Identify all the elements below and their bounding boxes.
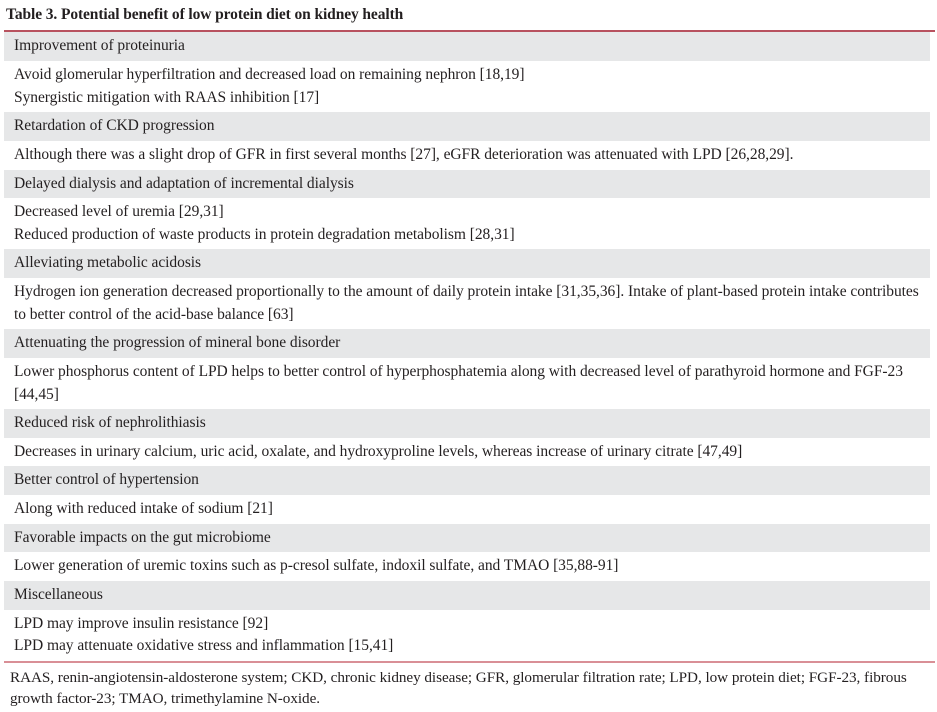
content-line: Reduced production of waste products in protein degradation metabolism [28,31] [14,225,515,243]
content-line: Hydrogen ion generation decreased proportionally to the amount of daily protein intake [31,35,36]. Intake of plant-based protein intake contributes to better control of the acid-base balance [63] [14,283,919,323]
section-header-text: Favorable impacts on the gut microbiome [14,528,271,546]
table-content-row [4,141,930,170]
content-line: Decreased level of uremia [29,31] [14,203,224,221]
section-header-text: Attenuating the progression of mineral bone disorder [14,334,341,352]
table-content-row [4,198,930,249]
table-content-row [4,61,930,112]
table-section-header-row [4,466,930,495]
content-line: LPD may improve insulin resistance [92] [14,614,269,632]
content-line: Along with reduced intake of sodium [21] [14,500,273,517]
table-section-header-row [4,409,930,438]
table-body [0,32,937,660]
table-section-header-row [4,524,930,553]
table-content-row [4,278,930,329]
table-footnote: RAAS, renin-angiotensin-aldosterone system; CKD, chronic kidney disease; GFR, glomerular filtration rate; LPD, low protein diet; FGF-23, fibrous growth factor-23; TMAO, trimethylamine N-oxide. [10,668,907,708]
table-content-row [4,438,930,467]
table-section-header-row [4,329,930,358]
table-content-row [4,358,930,409]
content-line: LPD may attenuate oxidative stress and inflammation [15,41] [14,637,394,655]
section-header-text: Retardation of CKD progression [14,117,215,135]
table-section-header-row [4,581,930,610]
table-section-header-row [4,112,930,141]
content-line: Decreases in urinary calcium, uric acid, oxalate, and hydroxyproline levels, whereas increase of urinary citrate [47,49] [14,442,743,460]
table-section-header-row [4,170,930,199]
content-line: Avoid glomerular hyperfiltration and decreased load on remaining nephron [18,19] [14,66,525,83]
table-section-header-row [4,32,930,61]
table-caption: Table 3. Potential benefit of low protein diet on kidney health [6,6,404,23]
table-content-row [4,610,930,661]
content-line: Although there was a slight drop of GFR in first several months [27], eGFR deterioration was attenuated with LPD [26,28,29]. [14,145,794,163]
section-header-text: Reduced risk of nephrolithiasis [14,414,206,432]
section-header-text: Improvement of proteinuria [14,37,185,55]
table-content-row [4,552,930,581]
section-header-text: Delayed dialysis and adaptation of incremental dialysis [14,174,354,192]
table-section-header-row [4,249,930,278]
content-line: Lower generation of uremic toxins such as p-cresol sulfate, indoxil sulfate, and TMAO [35,88-91] [14,557,619,575]
content-line: Synergistic mitigation with RAAS inhibition [17] [14,88,320,106]
table-content-row [4,495,930,524]
content-line: Lower phosphorus content of LPD helps to better control of hyperphosphatemia along with decreased level of parathyroid hormone and FGF-23 [44,45] [14,362,903,403]
section-header-text: Better control of hypertension [14,471,199,489]
section-header-text: Alleviating metabolic acidosis [14,254,202,272]
section-header-text: Miscellaneous [14,585,103,603]
